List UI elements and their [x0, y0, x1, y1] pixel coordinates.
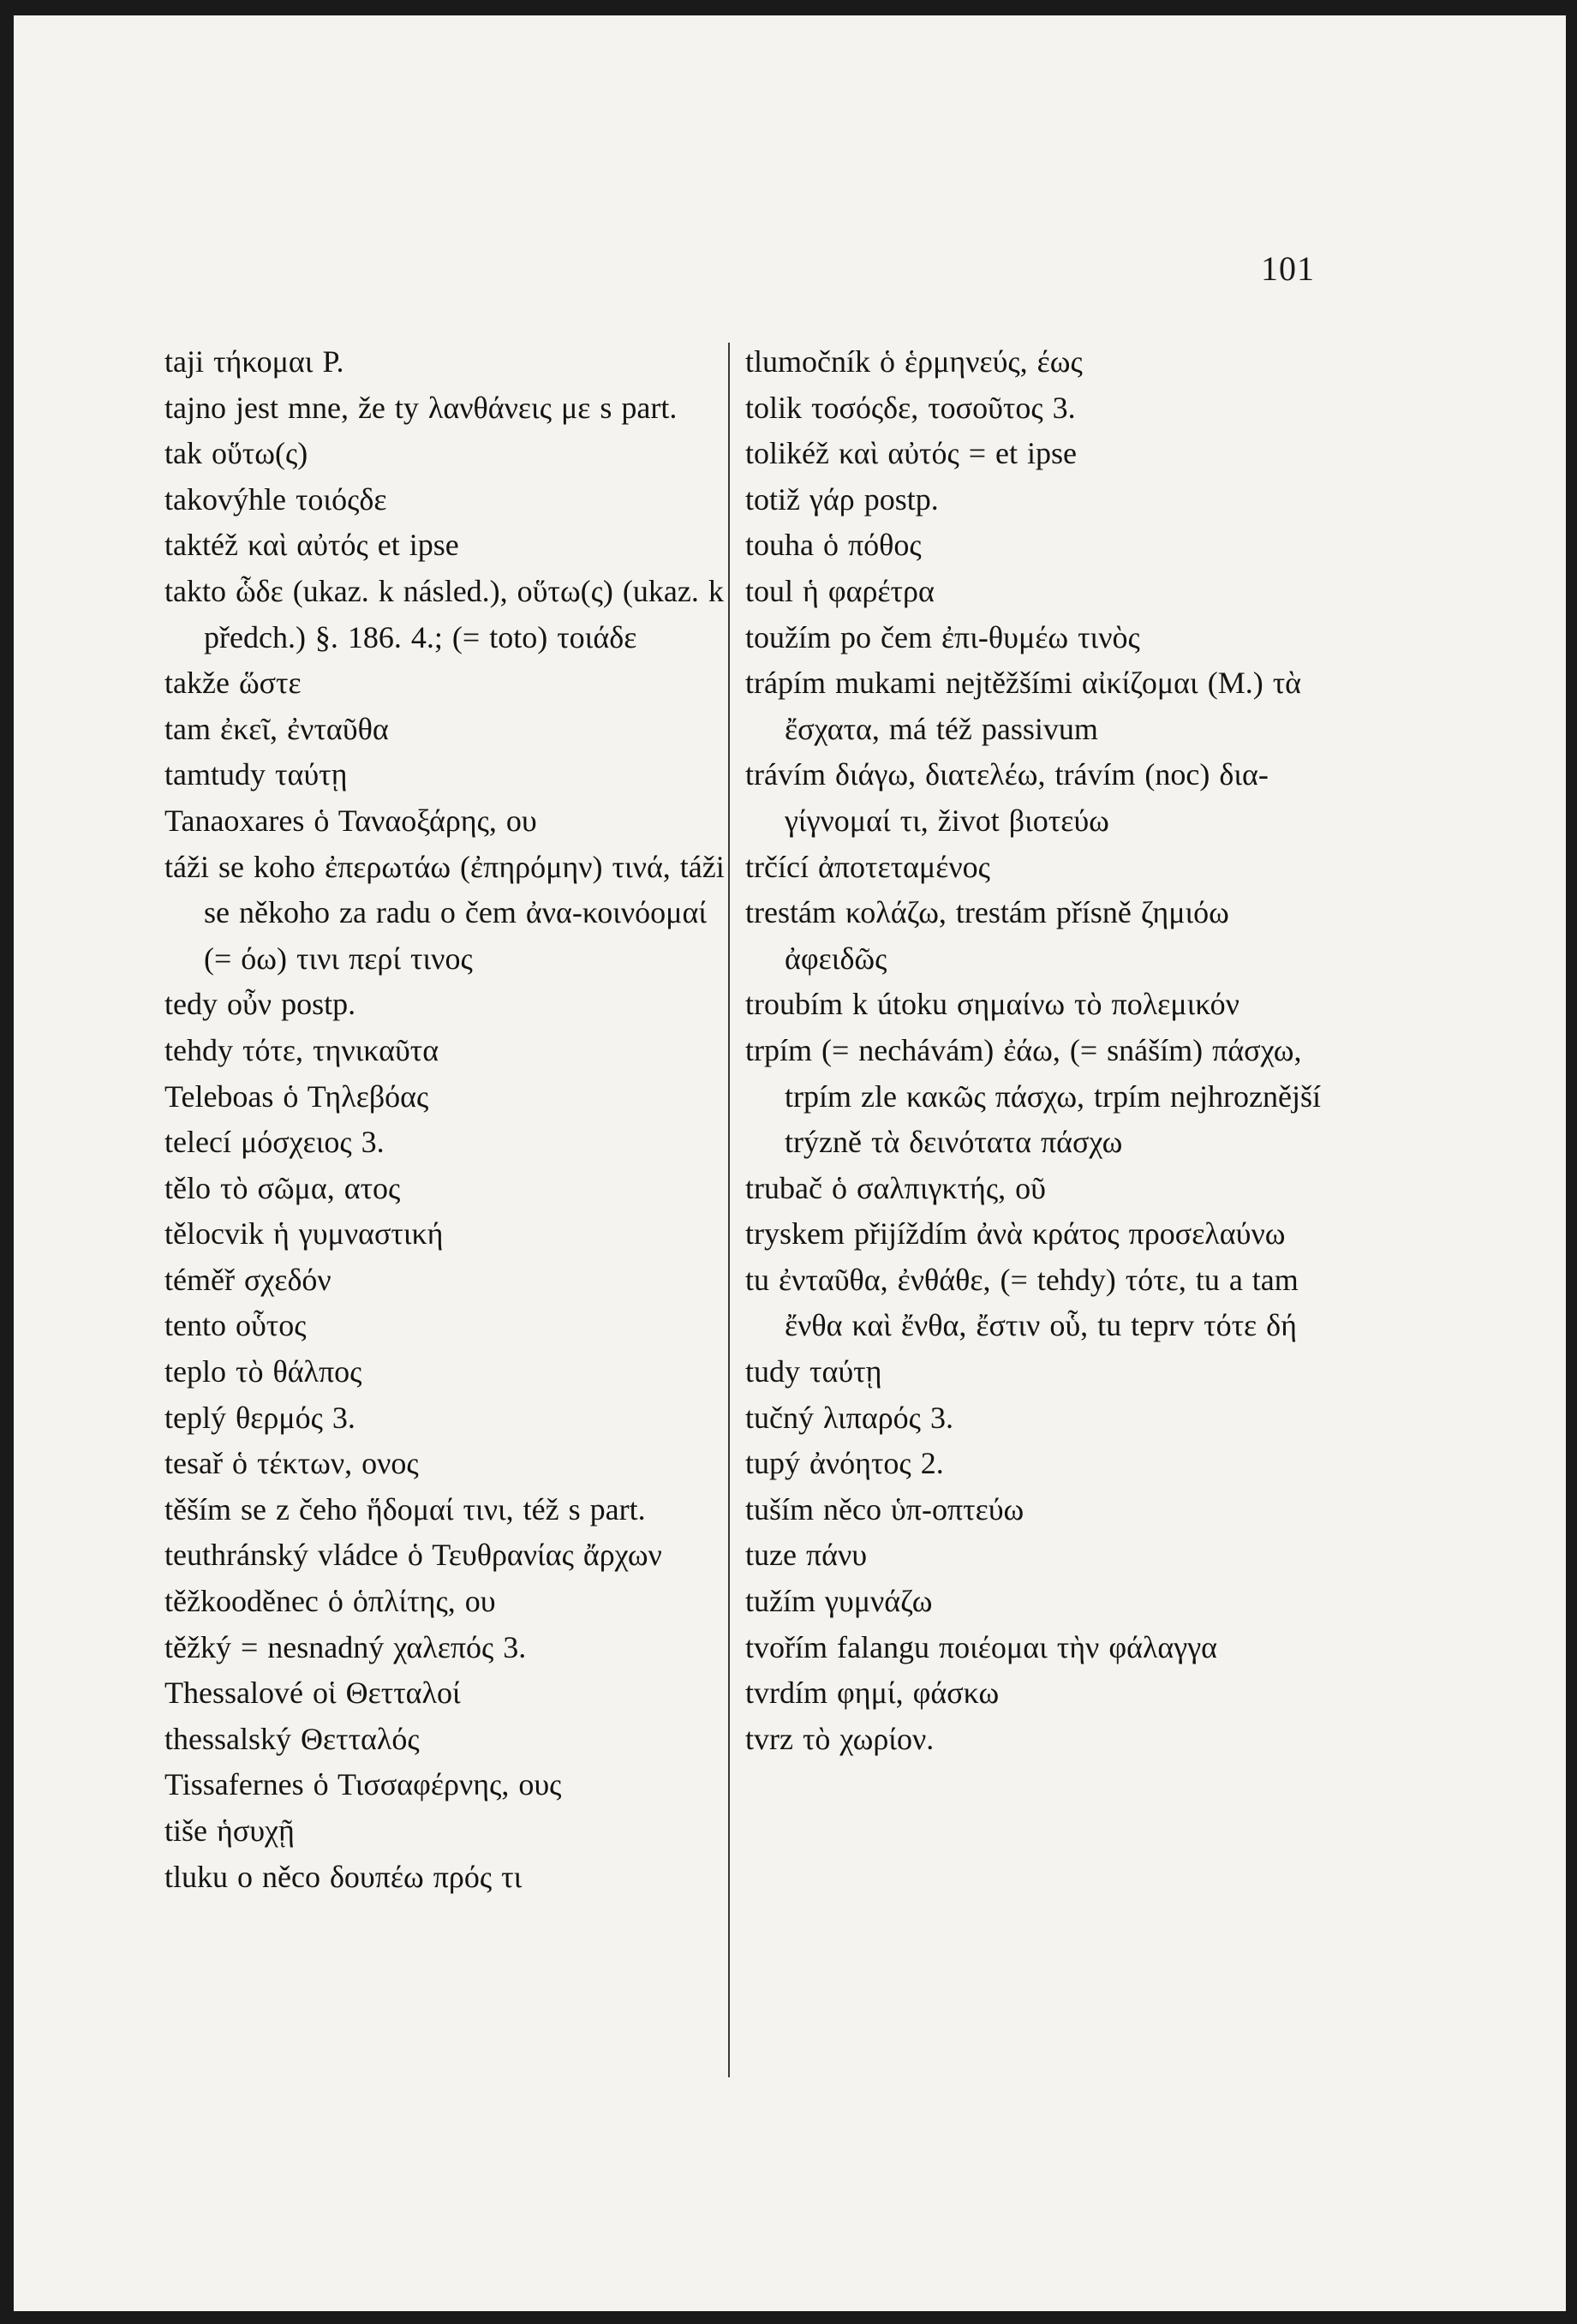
- dictionary-entry: troubím k útoku σημαίνω τὸ πολεμικόν: [745, 987, 1239, 1022]
- dictionary-entry: toužím po čem ἐπι-θυμέω τινὸς: [745, 619, 1140, 654]
- column-divider: [728, 343, 730, 2077]
- dictionary-entry: těším se z čeho ἥδομαί τινι, též s part.: [164, 1491, 646, 1526]
- dictionary-entry: tupý ἀνόητος 2.: [745, 1446, 944, 1481]
- dictionary-entry: Tanaoxares ὁ Ταναοξάρης, ου: [164, 803, 537, 838]
- dictionary-entry: teuthránský vládce ὁ Τευθρανίας ἄρχων: [164, 1538, 662, 1573]
- dictionary-entry: Teleboas ὁ Τηλεβόας: [164, 1078, 429, 1114]
- dictionary-entry: tudy ταύτῃ: [745, 1354, 882, 1389]
- right-column: [745, 339, 1328, 1762]
- dictionary-entry: tak οὕτω(ς): [164, 436, 308, 471]
- left-column: [164, 339, 738, 1900]
- dictionary-entry: tamtudy ταύτῃ: [164, 757, 348, 792]
- dictionary-entry: tiše ἡσυχῇ: [164, 1813, 295, 1848]
- dictionary-entry: tužím γυμνάζω: [745, 1584, 933, 1619]
- dictionary-entry: totiž γάρ postp.: [745, 481, 939, 517]
- dictionary-entry: tlumočník ὁ ἑρμηνεύς, έως: [745, 344, 1083, 379]
- dictionary-entry: takto ὧδε (ukaz. k násled.), οὕτω(ς) (ukaz. k předch.) §. 186. 4.; (= toto) τοιάδε: [164, 573, 724, 654]
- dictionary-entry: téměř σχεδόν: [164, 1262, 332, 1297]
- dictionary-entry: tělo τὸ σῶμα, ατος: [164, 1170, 401, 1205]
- dictionary-entry: trpím (= nechávám) ἐάω, (= snáším) πάσχω, trpím zle κακῶς πάσχω, trpím nejhroznější trýzně τὰ δεινότατα πάσχω: [745, 1032, 1321, 1160]
- dictionary-entry: trestám κολάζω, trestám přísně ζημιόω ἀφειδῶς: [745, 895, 1229, 976]
- dictionary-entry: tehdy τότε, τηνικαῦτα: [164, 1032, 439, 1067]
- dictionary-entry: tu ἐνταῦθα, ἐνθάθε, (= tehdy) τότε, tu a tam ἔνθα καὶ ἔνθα, ἔστιν οὗ, tu teprv τότε δή: [745, 1262, 1299, 1343]
- dictionary-entry: tvořím falangu ποιέομαι τὴν φάλαγγα: [745, 1629, 1217, 1664]
- dictionary-entry: taktéž καὶ αὐτός et ipse: [164, 528, 459, 563]
- dictionary-entry: Thessalové οἱ Θετταλοί: [164, 1676, 461, 1711]
- dictionary-entry: tluku o něco δουπέω πρός τι: [164, 1859, 523, 1894]
- dictionary-entry: těžký = nesnadný χαλεπός 3.: [164, 1629, 527, 1664]
- dictionary-entry: tolikéž καὶ αὐτός = et ipse: [745, 436, 1078, 471]
- dictionary-entry: tvrdím φημί, φάσκω: [745, 1676, 1000, 1711]
- dictionary-page: [14, 15, 1566, 2311]
- dictionary-entry: těžkooděnec ὁ ὁπλίτης, ου: [164, 1584, 496, 1619]
- dictionary-entry: tolik τοσόςδε, τοσοῦτος 3.: [745, 390, 1076, 425]
- dictionary-entry: telecí μόσχειος 3.: [164, 1125, 385, 1160]
- dictionary-entry: tuze πάνυ: [745, 1538, 868, 1573]
- dictionary-entry: toul ἡ φαρέτρα: [745, 573, 935, 608]
- dictionary-entry: tento οὗτος: [164, 1308, 307, 1343]
- dictionary-entry: thessalský Θετταλός: [164, 1721, 420, 1756]
- dictionary-entry: takovýhle τοιόςδε: [164, 481, 387, 517]
- dictionary-entry: touha ὁ πόθος: [745, 528, 922, 563]
- dictionary-entry: Tissafernes ὁ Τισσαφέρνης, ους: [164, 1767, 562, 1802]
- dictionary-entry: táži se koho ἐπερωτάω (ἐπηρόμην) τινά, táži se někoho za radu o čem ἀνα-κοινόομαί (= όω) τινι περί τινος: [164, 849, 725, 976]
- dictionary-entry: tvrz τὸ χωρίον.: [745, 1721, 935, 1756]
- dictionary-entry: tajno jest mne, že ty λανθάνεις με s part.: [164, 390, 678, 425]
- dictionary-entry: tryskem přijíždím ἀνὰ κράτος προσελαύνω: [745, 1216, 1286, 1252]
- dictionary-entry: trčící ἀποτεταμένος: [745, 849, 990, 884]
- dictionary-entry: tedy οὖν postp.: [164, 987, 356, 1022]
- dictionary-entry: takže ὥστε: [164, 666, 302, 701]
- dictionary-entry: tesař ὁ τέκτων, ονος: [164, 1446, 419, 1481]
- dictionary-entry: trápím mukami nejtěžšími αἰκίζομαι (M.) τὰ ἔσχατα, má též passivum: [745, 666, 1302, 746]
- dictionary-entry: tučný λιπαρός 3.: [745, 1400, 953, 1435]
- dictionary-entry: teplý θερμός 3.: [164, 1400, 355, 1435]
- dictionary-entry: tuším něco ὑπ-οπτεύω: [745, 1491, 1024, 1526]
- page-number: 101: [1261, 249, 1315, 288]
- dictionary-entry: trubač ὁ σαλπιγκτής, οῦ: [745, 1170, 1046, 1205]
- dictionary-entry: trávím διάγω, διατελέω, trávím (noc) δια-γίγνομαί τι, život βιοτεύω: [745, 757, 1269, 838]
- dictionary-entry: teplo τὸ θάλπος: [164, 1354, 362, 1389]
- dictionary-entry: tělocvik ἡ γυμναστική: [164, 1216, 444, 1252]
- dictionary-entry: taji τήκομαι P.: [164, 344, 344, 379]
- dictionary-entry: tam ἐκεῖ, ἐνταῦθα: [164, 711, 389, 746]
